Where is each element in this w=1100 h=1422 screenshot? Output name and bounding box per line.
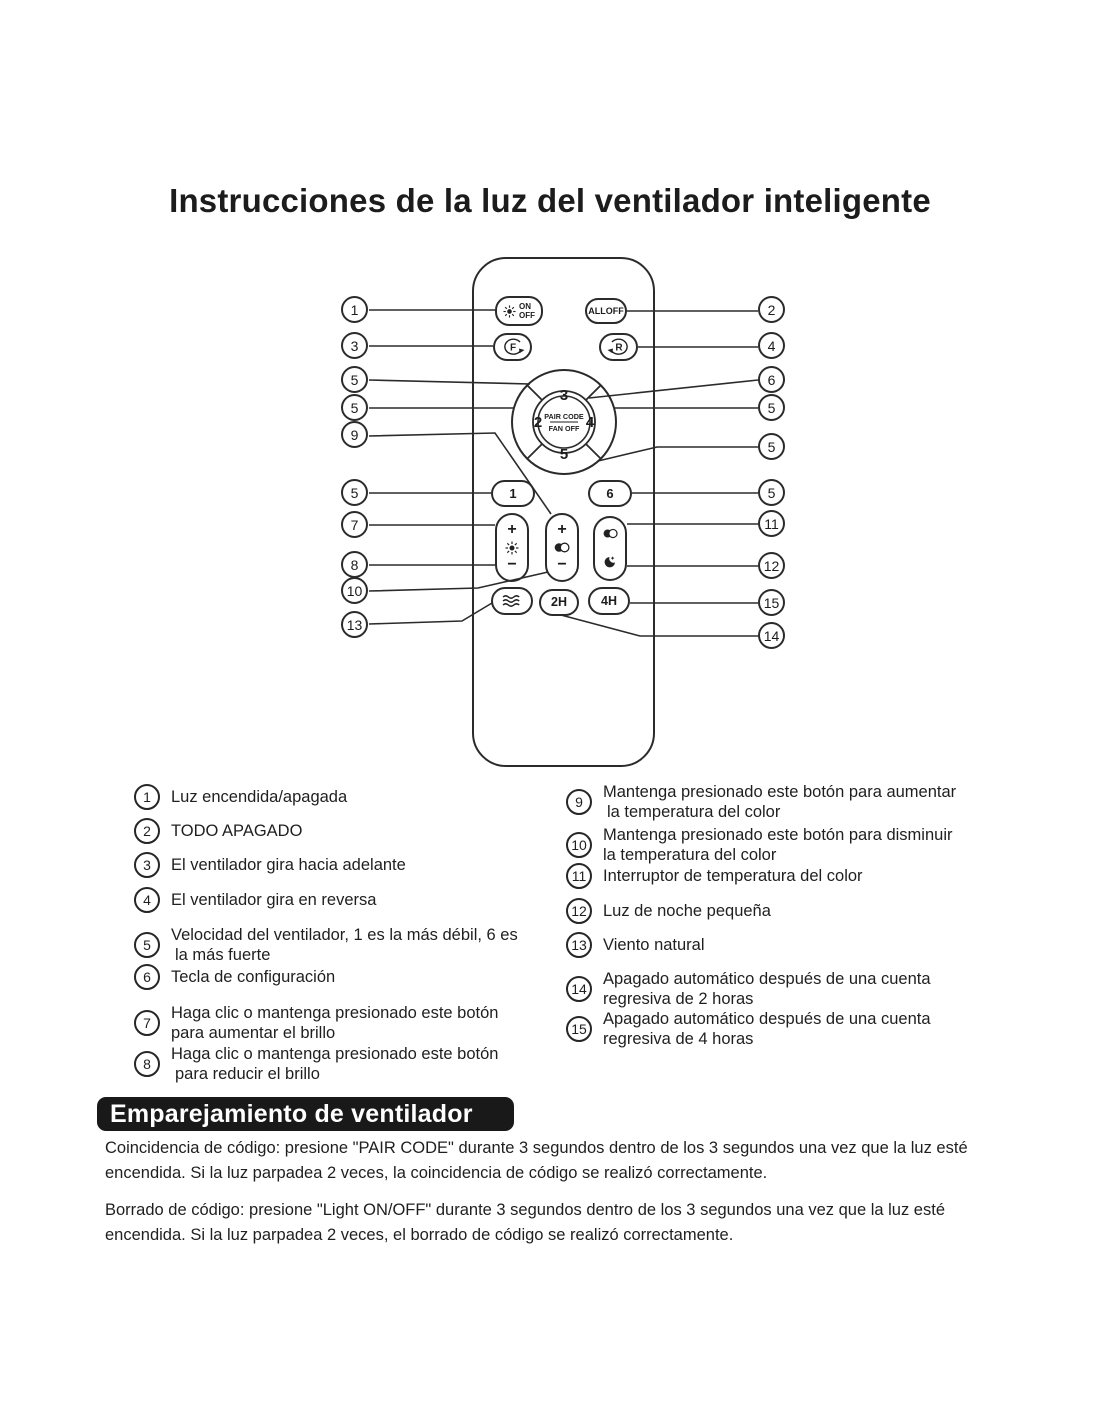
- fan-forward-button: [493, 333, 532, 361]
- light-onoff-button: [495, 296, 543, 326]
- legend-item-5: 5 Velocidad del ventilador, 1 es la más débil, 6 es la más fuerte: [134, 925, 518, 965]
- dpad-right-label: 4: [585, 414, 595, 431]
- callout-9-badge: 9: [341, 421, 368, 448]
- color-temp-rocker: [545, 513, 579, 582]
- color-temp-switch-rocker: [593, 516, 627, 581]
- callout-14-badge: 14: [758, 622, 785, 649]
- callout-13-badge: 13: [341, 611, 368, 638]
- natural-wind-button: [491, 587, 533, 615]
- legend-item-2: 2 TODO APAGADO: [134, 818, 302, 844]
- dpad-left-label: 2: [533, 414, 543, 431]
- callout-4-badge: 4: [758, 332, 785, 359]
- timer-4h-button: 4H: [588, 587, 630, 615]
- callout-5-badge: 5: [758, 394, 785, 421]
- callout-6-badge: 6: [758, 366, 785, 393]
- callout-5-badge: 5: [758, 479, 785, 506]
- color-temp-icon: [553, 542, 571, 553]
- legend-item-7: 7 Haga clic o mantenga presionado este botón para aumentar el brillo: [134, 1003, 498, 1043]
- all-off-button: ALLOFF: [585, 298, 627, 324]
- callout-1-badge: 1: [341, 296, 368, 323]
- legend-item-9: 9 Mantenga presionado este botón para aumentar la temperatura del color: [566, 782, 956, 822]
- dpad-down-label: 5: [559, 446, 569, 463]
- night-light-icon: [603, 555, 617, 569]
- fan-speed-dpad: [509, 367, 619, 477]
- legend-item-12: 12 Luz de noche pequeña: [566, 898, 771, 924]
- onoff-label: ON OFF: [519, 301, 535, 320]
- waves-icon: [501, 594, 523, 608]
- callout-5-badge: 5: [341, 479, 368, 506]
- callout-11-badge: 11: [758, 510, 785, 537]
- fan-speed-1-button: 1: [491, 480, 535, 507]
- legend-item-14: 14 Apagado automático después de una cuenta regresiva de 2 horas: [566, 969, 931, 1009]
- pair-code-label: PAIR CODE: [544, 412, 584, 421]
- svg-text:F: F: [509, 342, 516, 354]
- fan-speed-6-button: 6: [588, 480, 632, 507]
- pairing-paragraph-1: Coincidencia de código: presione "PAIR CODE" durante 3 segundos dentro de los 3 segundos una vez que la luz esté encendida. Si la luz parpadea 2 veces, la coincidencia de código se realizó correctamente.: [105, 1139, 968, 1182]
- pairing-section-header: Emparejamiento de ventilador: [97, 1097, 514, 1131]
- legend-item-13: 13 Viento natural: [566, 932, 705, 958]
- pairing-paragraph-2: Borrado de código: presione "Light ON/OFF" durante 3 segundos dentro de los 3 segundos una vez que la luz esté encendida. Si la luz parpadea 2 veces, el borrado de código se realizó correctamente.: [105, 1201, 945, 1244]
- timer-2h-button: 2H: [539, 589, 579, 616]
- callout-3-badge: 3: [341, 332, 368, 359]
- legend-item-10: 10 Mantenga presionado este botón para disminuir la temperatura del color: [566, 825, 952, 865]
- dpad-up-label: 3: [559, 387, 569, 404]
- legend-item-4: 4 El ventilador gira en reversa: [134, 887, 376, 913]
- legend-item-15: 15 Apagado automático después de una cuenta regresiva de 4 horas: [566, 1009, 931, 1049]
- callout-7-badge: 7: [341, 511, 368, 538]
- legend-item-8: 8 Haga clic o mantenga presionado este botón para reducir el brillo: [134, 1044, 498, 1084]
- brightness-plus: +: [507, 521, 517, 538]
- reverse-rotation-icon: [606, 337, 632, 357]
- legend-item-11: 11 Interruptor de temperatura del color: [566, 863, 863, 889]
- sun-icon: [503, 305, 516, 318]
- forward-rotation-icon: [500, 337, 526, 357]
- fan-off-label: FAN OFF: [548, 424, 580, 433]
- legend-item-3: 3 El ventilador gira hacia adelante: [134, 852, 406, 878]
- callout-2-badge: 2: [758, 296, 785, 323]
- fan-reverse-button: [599, 333, 638, 361]
- sun-icon: [505, 541, 519, 555]
- callout-12-badge: 12: [758, 552, 785, 579]
- brightness-rocker: [495, 513, 529, 582]
- callout-15-badge: 15: [758, 589, 785, 616]
- callout-8-badge: 8: [341, 551, 368, 578]
- callout-5-badge: 5: [341, 394, 368, 421]
- callout-10-badge: 10: [341, 577, 368, 604]
- color-temp-switch-icon: [602, 528, 619, 539]
- page-title: Instrucciones de la luz del ventilador inteligente: [169, 182, 931, 219]
- color-temp-minus: −: [557, 556, 567, 573]
- brightness-minus: −: [507, 556, 517, 573]
- svg-text:R: R: [614, 342, 623, 354]
- callout-5-badge: 5: [758, 433, 785, 460]
- legend-item-1: 1 Luz encendida/apagada: [134, 784, 347, 810]
- legend-item-6: 6 Tecla de configuración: [134, 964, 335, 990]
- callout-5-badge: 5: [341, 366, 368, 393]
- color-temp-plus: +: [557, 521, 567, 538]
